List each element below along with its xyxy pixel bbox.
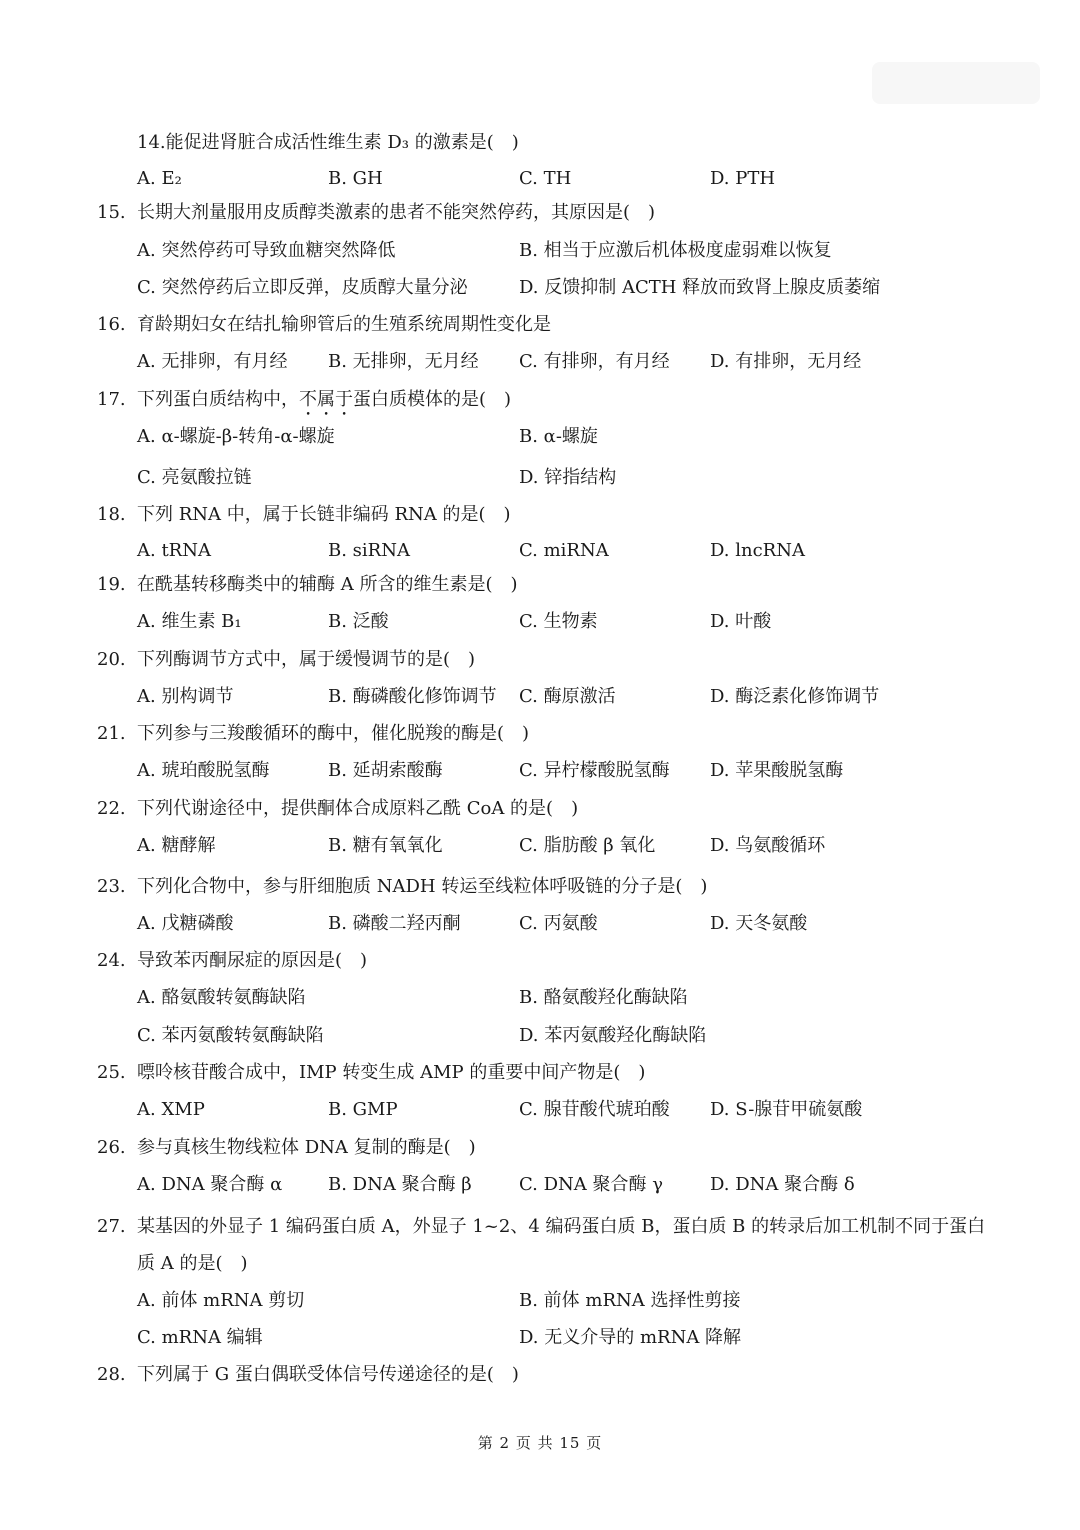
question-number: 17. (97, 389, 126, 410)
question-number: 21. (97, 723, 126, 744)
question-text: 下列蛋白质结构中， (137, 389, 299, 410)
question-18 (97, 500, 511, 530)
question-text: 能促进肾脏合成活性维生素 D₃ 的激素是( ) (165, 132, 519, 153)
option-d: D. 酶泛素化修饰调节 (710, 686, 880, 707)
question-text-tail: 蛋白质模体的是( ) (353, 389, 512, 410)
page-footer: 第 2 页 共 15 页 (477, 1434, 603, 1452)
option-a: A. 前体 mRNA 剪切 (137, 1290, 305, 1311)
question-text: 下列代谢途径中，提供酮体合成原料乙酰 CoA 的是( ) (137, 798, 579, 819)
option-a: A. 无排卵，有月经 (137, 351, 288, 372)
option-a: A. 突然停药可导致血糖突然降低 (137, 240, 396, 261)
option-b: B. 糖有氧氧化 (328, 835, 443, 856)
question-number: 26. (97, 1137, 126, 1158)
option-a: A. 戊糖磷酸 (137, 913, 234, 934)
question-number: 27. (97, 1216, 126, 1237)
question-text: 下列酶调节方式中，属于缓慢调节的是( ) (137, 649, 476, 670)
question-20 (97, 645, 475, 675)
question-text: 下列化合物中，参与肝细胞质 NADH 转运至线粒体呼吸链的分子是( ) (137, 876, 708, 897)
question-text: 下列 RNA 中，属于长链非编码 RNA 的是( ) (137, 504, 511, 525)
question-28 (97, 1360, 519, 1390)
question-19 (97, 570, 518, 600)
option-d: D. 鸟氨酸循环 (710, 835, 826, 856)
question-text: 下列参与三羧酸循环的酶中，催化脱羧的酶是( ) (137, 723, 530, 744)
option-d: D. 反馈抑制 ACTH 释放而致肾上腺皮质萎缩 (519, 277, 881, 298)
question-text: 长期大剂量服用皮质醇类激素的患者不能突然停药，其原因是( ) (137, 202, 656, 223)
option-b: B. GMP (328, 1099, 398, 1120)
option-c: C. TH (519, 168, 572, 189)
option-a: A. DNA 聚合酶 α (137, 1174, 283, 1195)
question-text: 参与真核生物线粒体 DNA 复制的酶是( ) (137, 1137, 476, 1158)
option-c: C. DNA 聚合酶 γ (519, 1174, 663, 1195)
question-26 (97, 1133, 476, 1163)
question-14 (0, 128, 1080, 165)
question-22 (97, 794, 578, 824)
option-c: C. 苯丙氨酸转氨酶缺陷 (137, 1025, 324, 1046)
option-a: A. tRNA (137, 540, 211, 561)
option-c: C. mRNA 编辑 (137, 1327, 263, 1348)
question-21 (97, 719, 529, 749)
question-number: 24. (97, 950, 126, 971)
option-a: A. 酪氨酸转氨酶缺陷 (137, 987, 306, 1008)
option-d: D. 无义介导的 mRNA 降解 (519, 1327, 742, 1348)
question-number: 15. (97, 202, 126, 223)
question-number: 16. (97, 314, 126, 335)
option-d: D. 叶酸 (710, 611, 772, 632)
question-23 (97, 872, 707, 902)
option-c: C. miRNA (519, 540, 609, 561)
option-c: C. 亮氨酸拉链 (137, 467, 252, 488)
option-a: A. 别构调节 (137, 686, 234, 707)
option-c: C. 异柠檬酸脱氢酶 (519, 760, 670, 781)
option-c: C. 脂肪酸 β 氧化 (519, 835, 656, 856)
option-b: B. 相当于应激后机体极度虚弱难以恢复 (519, 240, 832, 261)
option-d: D. 锌指结构 (519, 467, 617, 488)
question-number: 28. (97, 1364, 126, 1385)
question-25 (97, 1058, 645, 1088)
option-b: B. 酪氨酸羟化酶缺陷 (519, 987, 688, 1008)
option-b: B. 泛酸 (328, 611, 389, 632)
option-c: C. 突然停药后立即反弹，皮质醇大量分泌 (137, 277, 468, 298)
option-a: A. 糖酵解 (137, 835, 216, 856)
option-a: A. XMP (137, 1099, 205, 1120)
question-text: 导致苯丙酮尿症的原因是( ) (137, 950, 368, 971)
question-number: 18. (97, 504, 126, 525)
option-d: D. S-腺苷甲硫氨酸 (710, 1099, 863, 1120)
option-b: B. 酶磷酸化修饰调节 (328, 686, 497, 707)
option-b: B. α-螺旋 (519, 426, 598, 447)
option-d: D. 苯丙氨酸羟化酶缺陷 (519, 1025, 707, 1046)
emphasis-text: 不属于 (299, 389, 353, 410)
question-number: 14. (137, 132, 166, 153)
question-number: 25. (97, 1062, 126, 1083)
question-15 (97, 198, 655, 228)
question-number: 19. (97, 574, 126, 595)
option-b: B. 磷酸二羟丙酮 (328, 913, 461, 934)
option-b: B. DNA 聚合酶 β (328, 1174, 472, 1195)
option-a: A. 维生素 B₁ (137, 611, 242, 632)
question-27 (97, 1208, 987, 1282)
question-text: 育龄期妇女在结扎输卵管后的生殖系统周期性变化是 (137, 314, 551, 335)
scan-smudge (872, 62, 1040, 104)
option-c: C. 酶原激活 (519, 686, 616, 707)
option-d: D. 天冬氨酸 (710, 913, 808, 934)
question-17 (97, 385, 511, 420)
option-c: C. 生物素 (519, 611, 598, 632)
option-d: D. DNA 聚合酶 δ (710, 1174, 855, 1195)
option-c: C. 丙氨酸 (519, 913, 598, 934)
question-24 (97, 946, 367, 976)
option-b: B. 延胡索酸酶 (328, 760, 443, 781)
option-d: D. lncRNA (710, 540, 805, 561)
option-c: C. 腺苷酸代琥珀酸 (519, 1099, 670, 1120)
option-a: A. 琥珀酸脱氢酶 (137, 760, 270, 781)
question-text: 在酰基转移酶类中的辅酶 A 所含的维生素是( ) (137, 574, 518, 595)
question-16 (97, 310, 551, 340)
option-b: B. 无排卵，无月经 (328, 351, 479, 372)
question-number: 20. (97, 649, 126, 670)
option-d: D. 苹果酸脱氢酶 (710, 760, 844, 781)
question-number: 22. (97, 798, 126, 819)
option-d: D. PTH (710, 168, 776, 189)
option-a: A. E₂ (137, 168, 182, 189)
option-a: A. α-螺旋-β-转角-α-螺旋 (137, 426, 335, 447)
option-b: B. siRNA (328, 540, 410, 561)
question-text: 某基因的外显子 1 编码蛋白质 A，外显子 1~2、4 编码蛋白质 B，蛋白质 B 的转录后加工机制不同于蛋白质 A 的是( ) (137, 1216, 986, 1274)
option-b: B. GH (328, 168, 383, 189)
option-c: C. 有排卵，有月经 (519, 351, 670, 372)
question-stem (137, 128, 519, 158)
question-text: 下列属于 G 蛋白偶联受体信号传递途径的是( ) (137, 1364, 519, 1385)
question-number: 23. (97, 876, 126, 897)
option-b: B. 前体 mRNA 选择性剪接 (519, 1290, 741, 1311)
option-d: D. 有排卵，无月经 (710, 351, 862, 372)
question-text: 嘌呤核苷酸合成中，IMP 转变生成 AMP 的重要中间产物是( ) (137, 1062, 646, 1083)
